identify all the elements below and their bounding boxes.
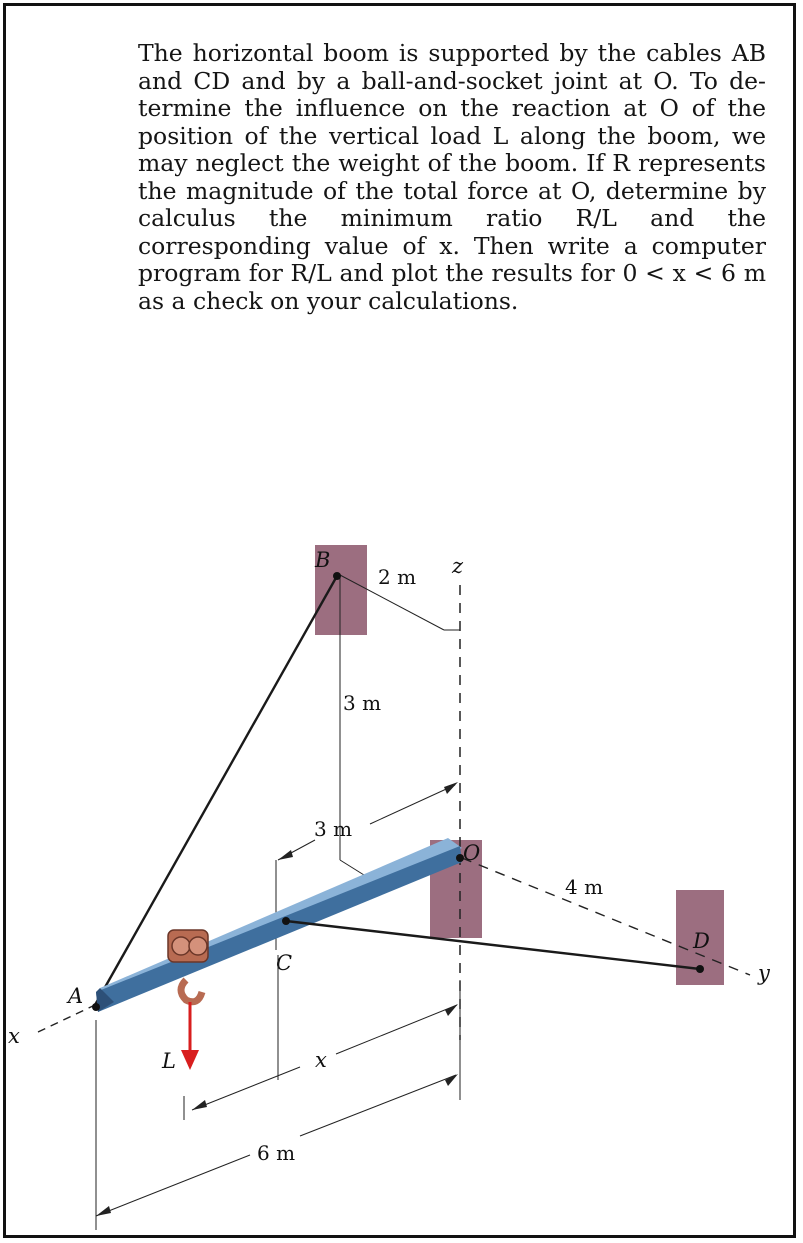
dim-arrow-3m-C-right	[444, 782, 458, 794]
label-D: D	[693, 929, 710, 953]
dim-label-x: x	[315, 1048, 327, 1072]
label-C: C	[276, 951, 293, 975]
problem-statement	[138, 40, 766, 315]
pulley-wheel-2	[189, 937, 207, 955]
label-A: A	[68, 984, 84, 1008]
dim-line-6m-a	[96, 1155, 250, 1216]
boom-diagram	[0, 420, 803, 1243]
load-arrow-head	[181, 1050, 199, 1070]
dim-label-3m-vertical: 3 m	[343, 691, 382, 715]
cable-CD	[286, 921, 700, 969]
dim-line-6m-b	[300, 1075, 456, 1136]
point-D	[696, 965, 704, 973]
z-axis-label: z	[452, 554, 464, 578]
dim-arrow-3m-C-left	[278, 850, 293, 860]
point-B	[333, 572, 341, 580]
figure	[0, 420, 803, 1243]
y-axis-label: y	[758, 961, 770, 985]
point-A	[92, 1003, 100, 1011]
dim-line-3m-C-b	[370, 785, 455, 824]
dim-label-4m: 4 m	[565, 875, 604, 899]
dim-label-3m-C: 3 m	[314, 817, 353, 841]
dim-arrow-6m-left	[96, 1206, 111, 1216]
dim-arrow-x-right	[445, 1004, 458, 1016]
problem-text: The horizontal boom is supported by the cables AB and CD and by a ball-and-socket joint at O. To determine the influence on the reaction at O of the position of the vertical load L along the boom, we may neglect the weight of the boom. If R represents the magnitude of the total force at O, determine by calculus the minimum ratio R/L and the corresponding value of x. Then write a computer program for R/L and plot the results for 0 < x < 6 m as a check on your calculations.	[138, 39, 766, 315]
pulley-wheel-1	[172, 937, 190, 955]
x-axis	[38, 1005, 95, 1032]
dim-line-x-a	[192, 1067, 300, 1110]
dim-arrow-6m-right	[445, 1074, 458, 1086]
dim-label-2m: 2 m	[378, 565, 417, 589]
load-hook	[181, 980, 202, 1002]
boom-side	[96, 846, 462, 1012]
label-B: B	[315, 548, 331, 572]
label-O: O	[463, 841, 481, 865]
x-axis-label: x	[8, 1024, 20, 1048]
point-C	[282, 917, 290, 925]
dim-label-6m: 6 m	[257, 1141, 296, 1165]
load-label: L	[162, 1049, 176, 1073]
dim-arrow-x-left	[192, 1100, 207, 1110]
dim-line-x-b	[336, 1005, 457, 1054]
